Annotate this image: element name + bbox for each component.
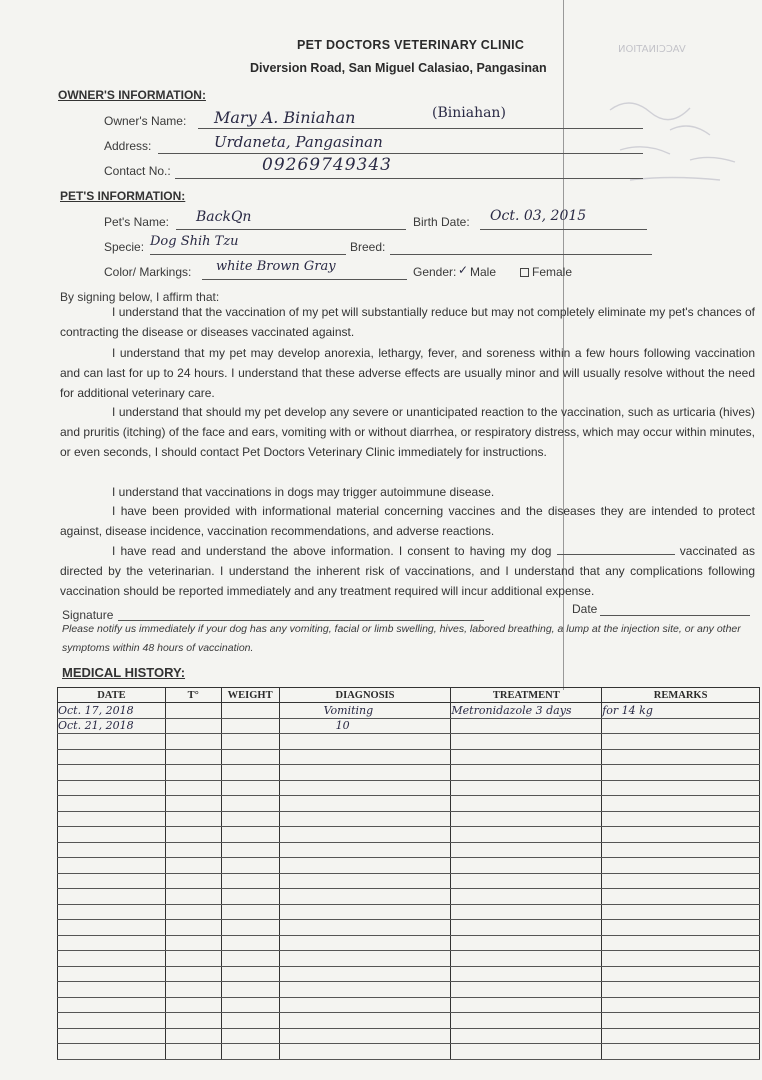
empty-cell (602, 842, 760, 858)
empty-cell (279, 982, 451, 998)
cell-treatment: Metronidazole 3 days (451, 703, 602, 719)
female-checkbox[interactable] (520, 268, 529, 277)
clinic-name: PET DOCTORS VETERINARY CLINIC (297, 38, 525, 52)
table-row-empty (58, 842, 760, 858)
empty-cell (279, 780, 451, 796)
male-label: Male (470, 265, 497, 279)
empty-cell (279, 997, 451, 1013)
empty-cell (58, 827, 166, 843)
pet-name-value: BackQn (196, 209, 252, 225)
dog-vaccine-blank[interactable] (557, 542, 675, 555)
column-header-diagnosis: DIAGNOSIS (279, 688, 451, 703)
empty-cell (58, 1044, 166, 1060)
empty-cell (602, 796, 760, 812)
consent-paragraph-6 (60, 541, 755, 601)
empty-cell (165, 920, 221, 936)
empty-cell (221, 734, 279, 750)
gender-male-option[interactable] (460, 265, 496, 279)
table-row-empty (58, 1013, 760, 1029)
medical-history-table (57, 687, 760, 1060)
color-markings-value: white Brown Gray (216, 259, 336, 274)
table-row-empty (58, 951, 760, 967)
owner-address-value: Urdaneta, Pangasinan (214, 133, 383, 151)
table-row-empty (58, 1028, 760, 1044)
date-line[interactable] (600, 615, 750, 616)
table-row-empty (58, 765, 760, 781)
gender-label: Gender: (413, 265, 457, 279)
empty-cell (279, 1044, 451, 1060)
empty-cell (221, 858, 279, 874)
empty-cell (58, 749, 166, 765)
empty-cell (165, 780, 221, 796)
empty-cell (58, 1013, 166, 1029)
empty-cell (451, 904, 602, 920)
empty-cell (165, 982, 221, 998)
table-row-empty (58, 811, 760, 827)
cell-temp (165, 703, 221, 719)
empty-cell (451, 997, 602, 1013)
consent-paragraph-1: I understand that the vaccination of my pet will substantially reduce but may not completely eliminate my pet's chances of contracting the disease or diseases vaccinated against. (60, 305, 755, 339)
empty-cell (602, 873, 760, 889)
owner-name-alias: (Biniahan) (432, 105, 506, 121)
specie-label: Specie: (104, 240, 145, 254)
consent-intro: By signing below, I affirm that: (60, 290, 220, 304)
empty-cell (279, 734, 451, 750)
column-header-temp: T° (165, 688, 221, 703)
birth-date-value: Oct. 03, 2015 (490, 208, 587, 224)
consent-paragraph-4: I understand that vaccinations in dogs may trigger autoimmune disease. (112, 485, 495, 499)
cell-remarks: for 14 kg (602, 703, 760, 719)
empty-cell (58, 765, 166, 781)
empty-cell (165, 842, 221, 858)
empty-cell (279, 749, 451, 765)
empty-cell (451, 796, 602, 812)
empty-cell (58, 796, 166, 812)
empty-cell (58, 951, 166, 967)
consent-p6-start: I have read and understand the above information. I consent to having my dog (112, 544, 552, 558)
color-markings-line (202, 279, 407, 280)
cell-temp (165, 718, 221, 734)
empty-cell (602, 749, 760, 765)
table-row-empty (58, 889, 760, 905)
owner-section-title: OWNER'S INFORMATION: (58, 88, 206, 102)
empty-cell (602, 935, 760, 951)
empty-cell (221, 1028, 279, 1044)
empty-cell (451, 1013, 602, 1029)
empty-cell (279, 920, 451, 936)
empty-cell (58, 734, 166, 750)
empty-cell (221, 749, 279, 765)
owner-contact-label: Contact No.: (104, 164, 171, 178)
male-checkbox[interactable]: ✓ (458, 263, 469, 278)
empty-cell (165, 811, 221, 827)
empty-cell (58, 982, 166, 998)
empty-cell (58, 873, 166, 889)
empty-cell (279, 951, 451, 967)
empty-cell (165, 873, 221, 889)
empty-cell (221, 889, 279, 905)
empty-cell (165, 796, 221, 812)
empty-cell (279, 873, 451, 889)
consent-paragraph-3: I understand that should my pet develop any severe or unanticipated reaction to the vaccination, such as urticaria (hives) and pruritis (itching) of the face and ears, vomiting with or without diarrhea, or respiratory distress, which may occur within minutes, or even seconds, I should contact Pet Doctors Veterinary Clinic immediately for instructions. (60, 405, 755, 459)
empty-cell (279, 935, 451, 951)
cell-remarks (602, 718, 760, 734)
table-row-empty (58, 796, 760, 812)
date-label: Date (572, 602, 598, 616)
empty-cell (602, 951, 760, 967)
empty-cell (221, 997, 279, 1013)
empty-cell (602, 904, 760, 920)
owner-name-value: Mary A. Biniahan (214, 108, 356, 127)
consent-p6-end: vaccinated as directed by the veterinarian. I understand the inherent risk of vaccinations, and I understand that any complications following vaccination should be reported immediately and any treatment required will incur additional expense. (60, 544, 755, 598)
empty-cell (221, 811, 279, 827)
empty-cell (221, 765, 279, 781)
empty-cell (602, 734, 760, 750)
empty-cell (165, 966, 221, 982)
empty-cell (279, 765, 451, 781)
empty-cell (279, 1013, 451, 1029)
table-row (58, 718, 760, 734)
empty-cell (451, 842, 602, 858)
empty-cell (221, 827, 279, 843)
empty-cell (602, 966, 760, 982)
owner-address-line (158, 153, 643, 154)
table-header-row (58, 688, 760, 703)
specie-line (150, 254, 346, 255)
cell-diagnosis: Vomiting (279, 703, 451, 719)
empty-cell (279, 811, 451, 827)
empty-cell (279, 858, 451, 874)
table-row-empty (58, 904, 760, 920)
empty-cell (165, 827, 221, 843)
empty-cell (602, 1044, 760, 1060)
pet-section-title: PET'S INFORMATION: (60, 189, 186, 203)
column-header-remarks: REMARKS (602, 688, 760, 703)
empty-cell (602, 1013, 760, 1029)
empty-cell (221, 873, 279, 889)
table-row (58, 703, 760, 719)
color-markings-label: Color/ Markings: (104, 265, 192, 279)
column-header-treatment: TREATMENT (451, 688, 602, 703)
empty-cell (602, 780, 760, 796)
column-header-weight: WEIGHT (221, 688, 279, 703)
owner-contact-value: 09269749343 (262, 155, 392, 175)
table-row-empty (58, 858, 760, 874)
empty-cell (165, 935, 221, 951)
empty-cell (451, 858, 602, 874)
empty-cell (451, 749, 602, 765)
empty-cell (451, 811, 602, 827)
empty-cell (58, 858, 166, 874)
empty-cell (451, 1028, 602, 1044)
table-row-empty (58, 982, 760, 998)
cell-date: Oct. 21, 2018 (58, 718, 166, 734)
empty-cell (451, 889, 602, 905)
pet-name-label: Pet's Name: (104, 215, 169, 229)
empty-cell (279, 796, 451, 812)
empty-cell (165, 749, 221, 765)
owner-contact-line (175, 178, 643, 179)
table-row-empty (58, 734, 760, 750)
empty-cell (451, 873, 602, 889)
empty-cell (165, 1044, 221, 1060)
empty-cell (602, 920, 760, 936)
empty-cell (451, 780, 602, 796)
cell-weight (221, 718, 279, 734)
empty-cell (279, 889, 451, 905)
empty-cell (279, 827, 451, 843)
empty-cell (602, 858, 760, 874)
cell-weight (221, 703, 279, 719)
empty-cell (279, 842, 451, 858)
empty-cell (221, 842, 279, 858)
empty-cell (221, 966, 279, 982)
pet-name-line (176, 229, 406, 230)
birth-date-label: Birth Date: (413, 215, 470, 229)
empty-cell (165, 1013, 221, 1029)
table-row-empty (58, 935, 760, 951)
owner-name-line (198, 128, 643, 129)
owner-address-label: Address: (104, 139, 152, 153)
table-row-empty (58, 920, 760, 936)
empty-cell (451, 982, 602, 998)
empty-cell (602, 827, 760, 843)
empty-cell (221, 951, 279, 967)
table-row-empty (58, 827, 760, 843)
empty-cell (451, 734, 602, 750)
breed-line (390, 254, 652, 255)
empty-cell (221, 935, 279, 951)
cell-date: Oct. 17, 2018 (58, 703, 166, 719)
gender-female-option[interactable] (520, 265, 572, 279)
empty-cell (221, 982, 279, 998)
empty-cell (602, 765, 760, 781)
empty-cell (58, 997, 166, 1013)
empty-cell (279, 1028, 451, 1044)
empty-cell (279, 966, 451, 982)
empty-cell (165, 904, 221, 920)
column-header-date: DATE (58, 688, 166, 703)
breed-label: Breed: (350, 240, 386, 254)
table-row-empty (58, 749, 760, 765)
empty-cell (451, 951, 602, 967)
empty-cell (602, 1028, 760, 1044)
empty-cell (165, 997, 221, 1013)
empty-cell (451, 920, 602, 936)
owner-name-label: Owner's Name: (104, 114, 187, 128)
signature-label: Signature (62, 608, 114, 622)
specie-value: Dog Shih Tzu (150, 234, 239, 249)
empty-cell (58, 811, 166, 827)
table-row-empty (58, 997, 760, 1013)
birth-date-line (480, 229, 647, 230)
medical-history-title: MEDICAL HISTORY: (62, 665, 186, 680)
empty-cell (221, 796, 279, 812)
empty-cell (165, 1028, 221, 1044)
empty-cell (451, 765, 602, 781)
empty-cell (602, 997, 760, 1013)
empty-cell (58, 889, 166, 905)
empty-cell (602, 811, 760, 827)
female-label: Female (532, 265, 573, 279)
consent-paragraph-2: I understand that my pet may develop anorexia, lethargy, fever, and soreness within a few hours following vaccination and can last for up to 24 hours. I understand that these adverse effects are usually minor and will usually resolve without the need for additional veterinary care. (60, 346, 755, 400)
post-vaccination-notice: Please notify us immediately if your dog has any vomiting, facial or limb swelling, hives, labored breathing, a lump at the injection site, or any other symptoms within 48 hours of vaccination. (62, 623, 741, 654)
table-row-empty (58, 1044, 760, 1060)
clinic-address: Diversion Road, San Miguel Calasiao, Pangasinan (250, 61, 547, 75)
bleed-through-text: VACCINATION (618, 44, 686, 55)
consent-paragraph-5: I have been provided with informational material concerning vaccines and the diseases they are intended to protect against, disease incidence, vaccination recommendations, and adverse reactions. (60, 504, 755, 538)
empty-cell (221, 904, 279, 920)
cell-treatment (451, 718, 602, 734)
empty-cell (279, 904, 451, 920)
empty-cell (451, 1044, 602, 1060)
empty-cell (58, 935, 166, 951)
empty-cell (58, 920, 166, 936)
cell-diagnosis: 10 (279, 718, 451, 734)
empty-cell (58, 966, 166, 982)
table-row-empty (58, 780, 760, 796)
empty-cell (221, 1013, 279, 1029)
empty-cell (221, 1044, 279, 1060)
bleed-through-scribbles (600, 90, 750, 200)
empty-cell (165, 951, 221, 967)
table-row-empty (58, 966, 760, 982)
empty-cell (451, 827, 602, 843)
empty-cell (221, 920, 279, 936)
empty-cell (165, 889, 221, 905)
empty-cell (451, 966, 602, 982)
empty-cell (58, 1028, 166, 1044)
empty-cell (221, 780, 279, 796)
table-row-empty (58, 873, 760, 889)
empty-cell (602, 889, 760, 905)
empty-cell (165, 734, 221, 750)
empty-cell (451, 935, 602, 951)
empty-cell (58, 780, 166, 796)
empty-cell (58, 904, 166, 920)
empty-cell (58, 842, 166, 858)
empty-cell (165, 765, 221, 781)
empty-cell (602, 982, 760, 998)
empty-cell (165, 858, 221, 874)
